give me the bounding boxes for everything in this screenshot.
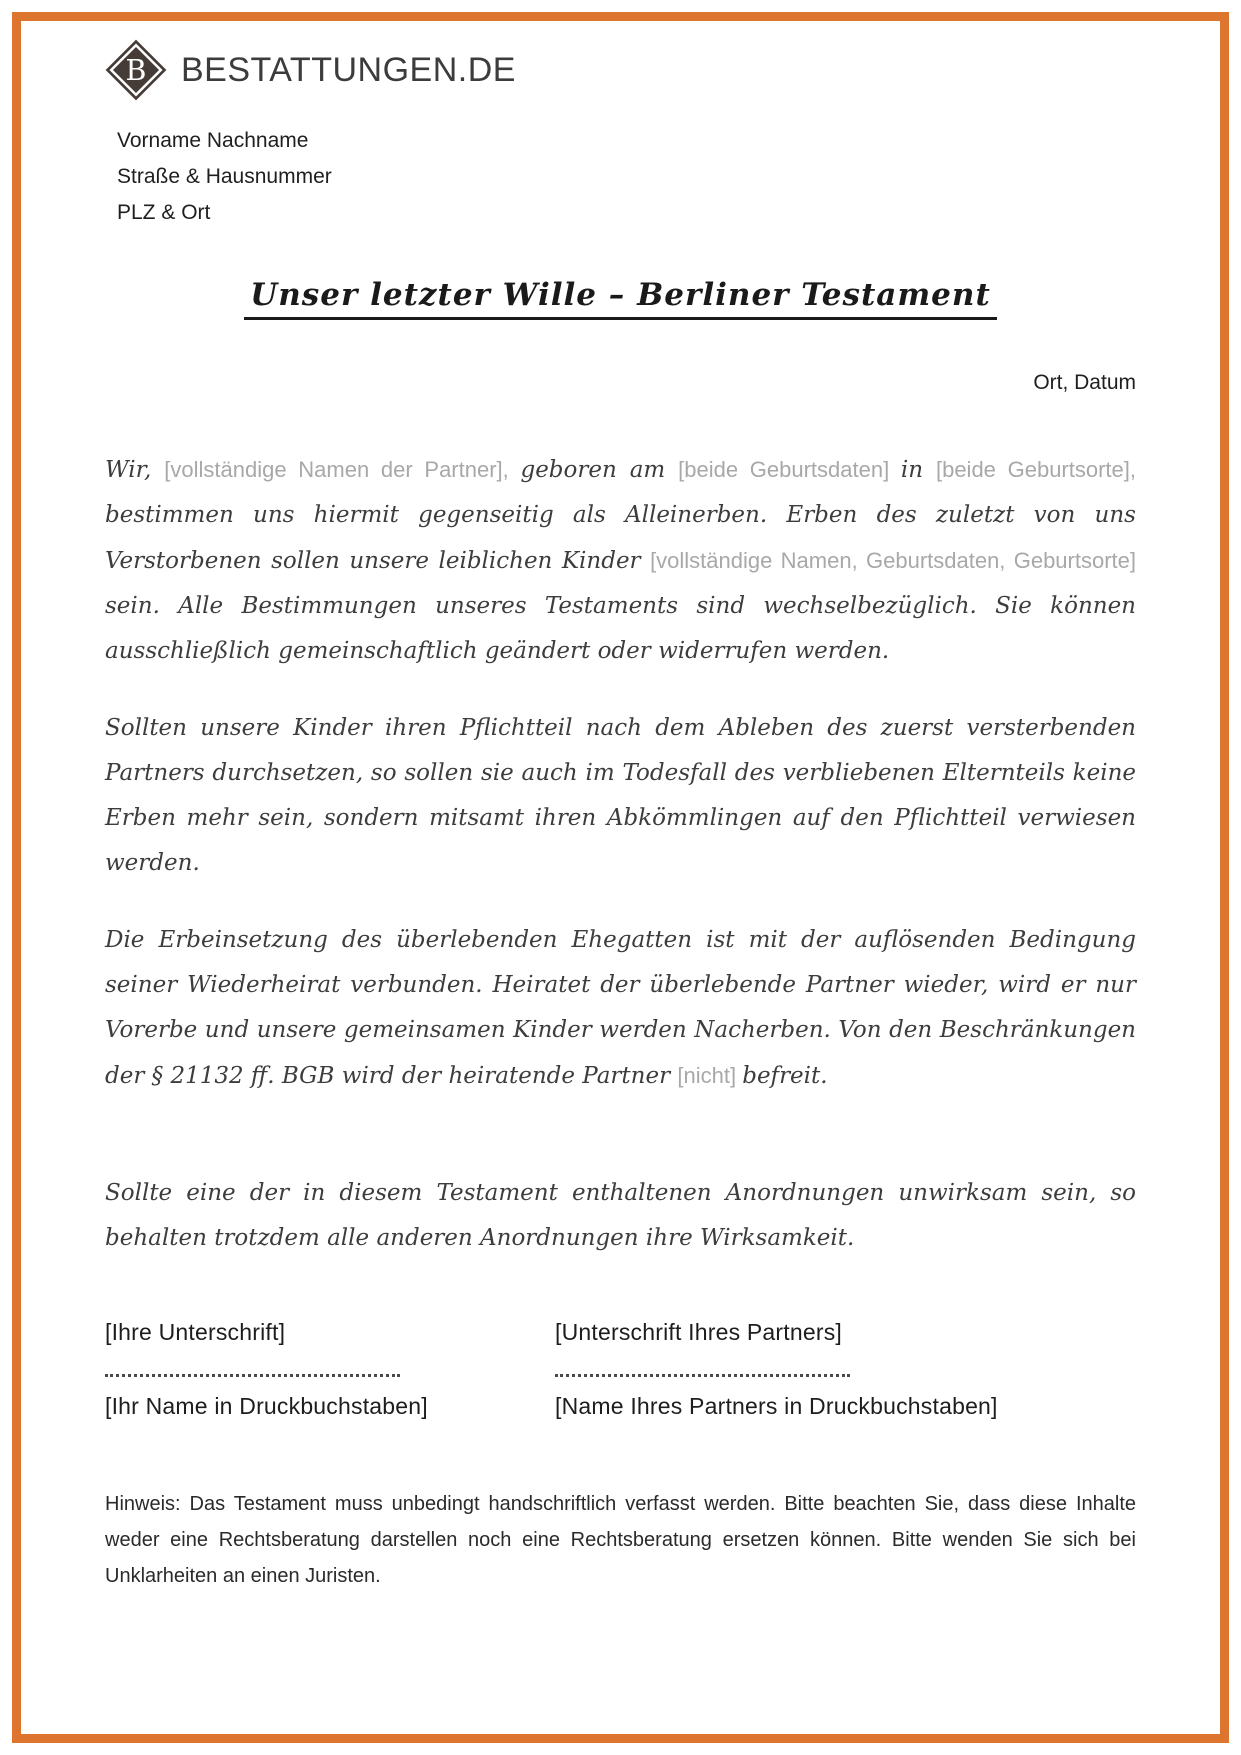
testament-text: in [900,457,936,483]
testament-text: Wir, [105,457,165,483]
sender-street-line: Straße & Hausnummer [117,165,332,188]
printed-name-label-partner: [Name Ihres Partners in Druckbuchstaben] [555,1393,998,1419]
page-content [21,21,1220,1734]
brand-logo-letter: B [125,53,147,87]
brand-name: BESTATTUNGEN.DE [181,50,516,89]
signature-line-self [105,1374,400,1377]
testament-text: sein. Alle Bestimmungen unseres Testaments sind wechselbezüglich. Sie können ausschließlich gemeinschaftlich geändert oder widerrufen werden. [105,593,1136,664]
signature-section [105,1319,1136,1420]
printed-name-label-self: [Ihr Name in Druckbuchstaben] [105,1393,428,1419]
testament-text: Sollte eine der in diesem Testament enthaltenen Anordnungen unwirksam sein, so behalten trotzdem alle anderen Anordnungen ihre Wirksamkeit. [105,1180,1136,1251]
testament-paragraph [105,447,1136,674]
testament-text: befreit. [742,1063,828,1089]
signature-column-partner [555,1319,1136,1420]
brand-header [105,39,1136,101]
sender-name-line: Vorname Nachname [117,129,309,152]
legal-note: Hinweis: Das Testament muss unbedingt handschriftlich verfasst werden. Bitte beachten Sie, dass diese Inhalte weder eine Rechtsberatung darstellen noch eine Rechtsberatung ersetzen können. Bitte wenden Sie sich bei Unklarheiten an einen Juristen. [105,1493,1136,1587]
testament-text: bestimmen uns hiermit gegenseitig als Alleinerben. Erben des zuletzt von uns Verstorbenen sollen unsere leiblichen Kinder [105,502,1136,574]
testament-paragraph [105,1171,1136,1261]
testament-paragraph [105,706,1136,886]
signature-column-self [105,1319,555,1420]
placeholder-text: [nicht] [677,1063,743,1088]
sender-address-block [117,123,1136,231]
testament-text: geboren am [520,457,679,483]
signature-line-partner [555,1374,850,1377]
testament-body [105,447,1136,1261]
placeholder-text: [beide Geburtsorte], [935,457,1137,482]
testament-paragraph [105,918,1136,1099]
placeholder-text: [vollständige Namen der Partner], [164,457,521,482]
testament-text: Sollten unsere Kinder ihren Pflichtteil nach dem Ableben des zuerst versterbenden Partners durchsetzen, so sollen sie auch im Todesfall des verbliebenen Elternteils keine Erben mehr sein, sondern mitsamt ihren Abkömmlingen auf den Pflichtteil verwiesen werden. [105,715,1136,876]
placeholder-text: [beide Geburtsdaten] [678,457,901,482]
sender-city-line: PLZ & Ort [117,201,211,224]
testament-text: Die Erbeinsetzung des überlebenden Ehegatten ist mit der auflösenden Bedingung seiner Wiederheirat verbunden. Heiratet der überlebende Partner wieder, wird er nur Vorerbe und unsere gemeinsamen Kinder werden Nacherben. Von den Beschränkungen der § 21132 ff. BGB wird der heiratende Partner [105,927,1136,1089]
brand-logo-icon [105,39,167,101]
placeholder-text: [vollständige Namen, Geburtsdaten, Geburtsorte] [650,548,1136,573]
place-date-line: Ort, Datum [1033,371,1136,394]
signature-label-self: [Ihre Unterschrift] [105,1319,286,1345]
signature-label-partner: [Unterschrift Ihres Partners] [555,1319,842,1345]
document-title: Unser letzter Wille – Berliner Testament [105,277,1136,313]
